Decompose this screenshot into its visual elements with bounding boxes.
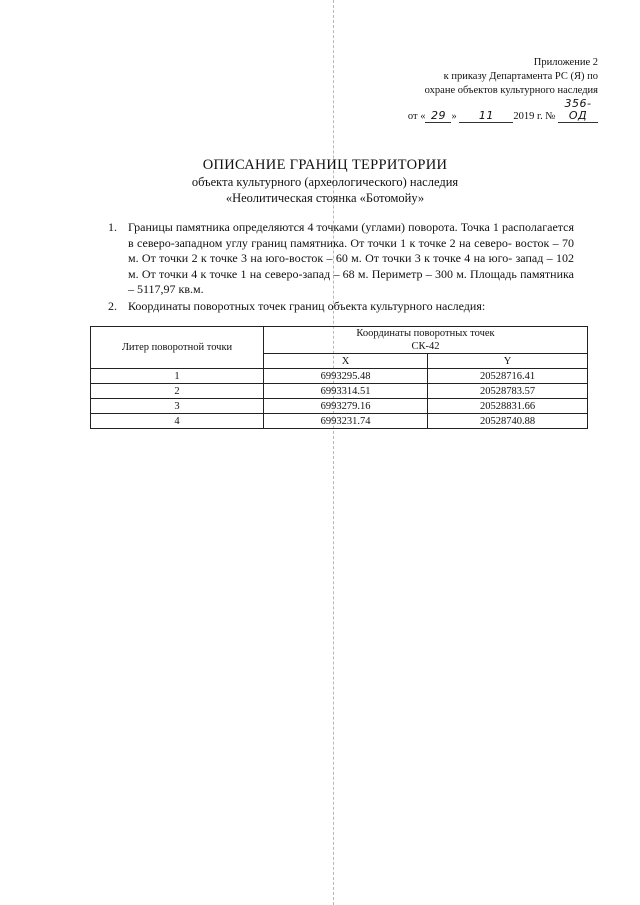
cell-y: 20528740.88: [428, 414, 588, 429]
date-mid: »: [451, 111, 457, 122]
cell-y: 20528716.41: [428, 369, 588, 384]
cell-y: 20528831.66: [428, 399, 588, 414]
date-prefix: от «: [407, 111, 426, 122]
table-row: [91, 399, 588, 414]
header-coords: [264, 327, 588, 354]
table-row: [91, 369, 588, 384]
cell-x: 6993295.48: [264, 369, 428, 384]
list-item: [104, 299, 574, 315]
cell-y: 20528783.57: [428, 384, 588, 399]
table-row: [91, 384, 588, 399]
header-y: Y: [428, 354, 588, 369]
appendix-line-2: к приказу Департамента РС (Я) по: [443, 71, 598, 82]
cell-x: 6993314.51: [264, 384, 428, 399]
cell-x: 6993231.74: [264, 414, 428, 429]
appendix-date-line: [338, 98, 598, 124]
header-coords-line-2: СК-42: [411, 341, 440, 352]
cell-x: 6993279.16: [264, 399, 428, 414]
coordinates-table: [90, 326, 588, 429]
document-subtitle-2: «Неолитическая стоянка «Ботомойу»: [225, 191, 425, 205]
cell-point: 3: [91, 399, 264, 414]
document-title: ОПИСАНИЕ ГРАНИЦ ТЕРРИТОРИИ: [202, 157, 448, 173]
appendix-header: [338, 56, 598, 124]
description-list: [104, 220, 574, 315]
document-subtitle-1: объекта культурного (археологического) наследия: [191, 175, 459, 189]
header-coords-line-1: Координаты поворотных точек: [356, 328, 495, 339]
cell-point: 2: [91, 384, 264, 399]
header-liter: Литер поворотной точки: [91, 327, 264, 369]
document-title-block: [90, 156, 560, 206]
list-item-text: Границы памятника определяются 4 точками (углами) поворота. Точка 1 располагается в северо-западном углу границ памятника. От точки 1 к точке 2 на северо- восток – 70 м. От точки 2 к точке 3 на юго-восток – 60 м. От точки 3 к точке 4 на юго- запад – 102 м. От точки 4 к точке 1 на северо-запад – 68 м. Периметр – 300 м. Площадь памятника – 5117,97 кв.м.: [128, 220, 574, 297]
date-year: 2019 г. №: [513, 111, 556, 122]
date-month: 11: [459, 110, 513, 123]
header-x: X: [264, 354, 428, 369]
order-number: 356-ОД: [558, 98, 598, 123]
cell-point: 1: [91, 369, 264, 384]
table-row: [91, 414, 588, 429]
list-item: [104, 220, 574, 298]
cell-point: 4: [91, 414, 264, 429]
appendix-line-1: Приложение 2: [533, 57, 598, 68]
date-day: 29: [425, 110, 451, 123]
list-item-number: 2.: [108, 298, 117, 313]
page-fold-line: [333, 0, 334, 905]
appendix-line-3: охране объектов культурного наследия: [424, 85, 598, 96]
list-item-text: Координаты поворотных точек границ объекта культурного наследия:: [128, 298, 486, 313]
list-item-number: 1.: [108, 220, 117, 234]
